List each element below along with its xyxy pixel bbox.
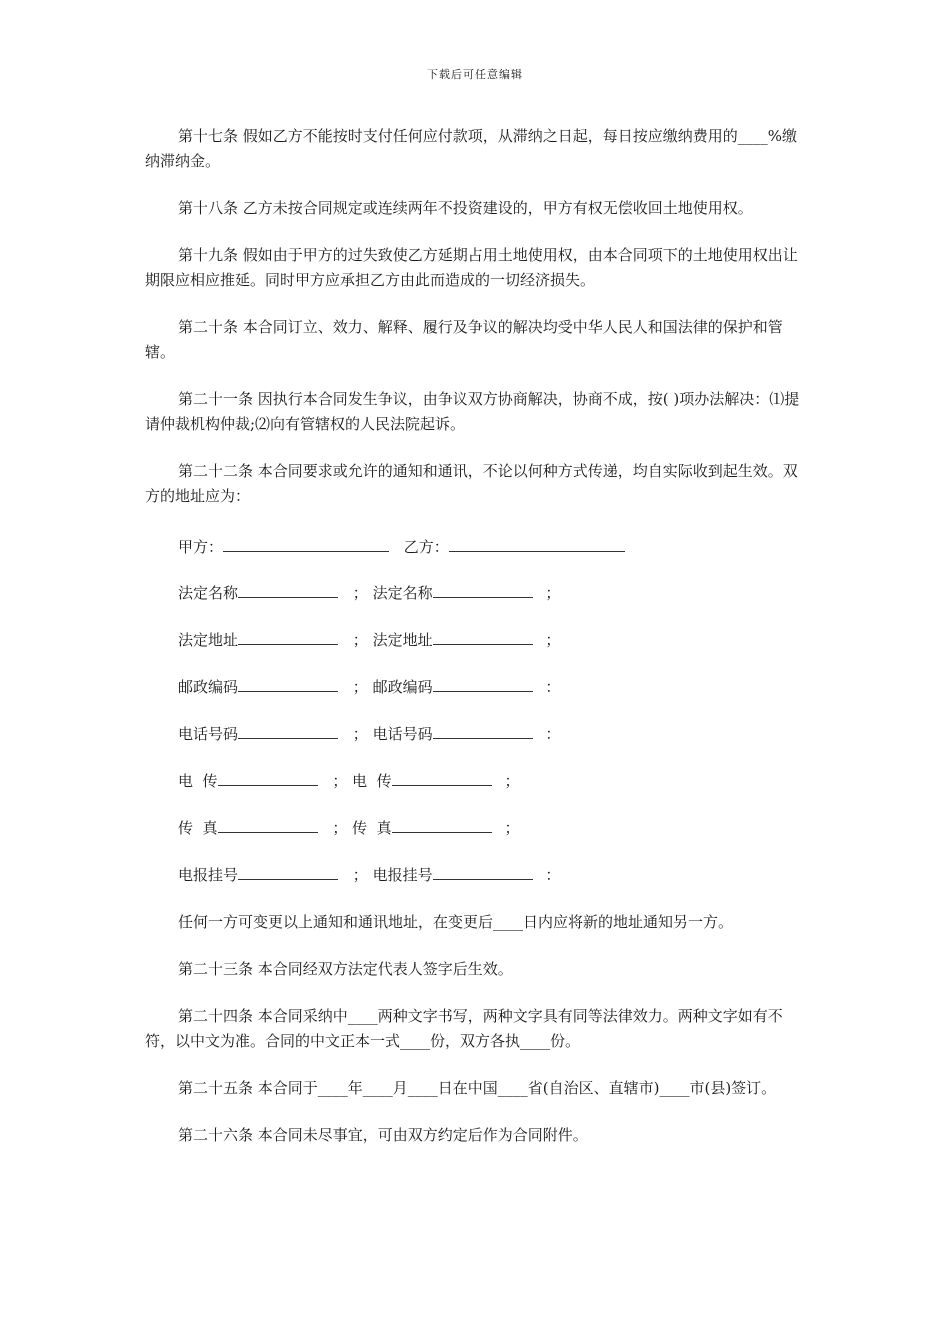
field-left-blank <box>238 674 338 692</box>
field-right-blank <box>433 862 533 880</box>
articles-top <box>145 124 810 531</box>
field-right-label: 电话号码 <box>372 725 433 743</box>
address-change-note: 任何一方可变更以上通知和通讯地址，在变更后____日内应将新的地址通知另一方。 <box>178 913 734 931</box>
field-right-label: 法定名称 <box>372 584 433 602</box>
party-b-blank <box>449 534 625 552</box>
field-left-blank <box>238 862 338 880</box>
field-left-label: 法定名称 <box>178 584 239 602</box>
field-separator: ； <box>332 819 348 837</box>
party-a-blank <box>223 534 389 552</box>
articles-bottom <box>145 910 810 1170</box>
field-right-label: 电报挂号 <box>372 866 433 884</box>
field-separator: ； <box>352 725 368 743</box>
field-right-blank <box>433 580 533 598</box>
field-right-label: 电 传 <box>352 772 392 790</box>
field-separator: ； <box>352 678 368 696</box>
field-row-legal-address <box>178 627 560 653</box>
field-row-telex <box>178 768 519 794</box>
field-left-label: 法定地址 <box>178 631 239 649</box>
field-left-label: 邮政编码 <box>178 678 239 696</box>
field-end: ； <box>545 631 561 649</box>
field-separator: ； <box>352 584 368 602</box>
field-left-blank <box>238 627 338 645</box>
article-20: 第二十条 本合同订立、效力、解释、履行及争议的解决均受中华人民人和国法律的保护和管辖。 <box>145 318 783 361</box>
field-separator: ； <box>352 866 368 884</box>
article-18: 第十八条 乙方未按合同规定或连续两年不投资建设的，甲方有权无偿收回土地使用权。 <box>178 199 753 217</box>
field-left-label: 电话号码 <box>178 725 239 743</box>
field-right-blank <box>433 674 533 692</box>
field-end: ： <box>545 725 561 743</box>
field-left-blank <box>218 815 318 833</box>
field-end: ； <box>504 819 520 837</box>
field-separator: ； <box>332 772 348 790</box>
field-row-phone <box>178 721 560 747</box>
field-left-label: 传 真 <box>178 819 218 837</box>
party-a-label: 甲方： <box>178 538 224 556</box>
field-left-blank <box>238 721 338 739</box>
field-left-label: 电 传 <box>178 772 218 790</box>
field-end: ； <box>545 584 561 602</box>
article-21: 第二十一条 因执行本合同发生争议，由争议双方协商解决，协商不成，按( )项办法解决：⑴提请仲裁机构仲裁;⑵向有管辖权的人民法院起诉。 <box>145 390 800 433</box>
field-separator: ； <box>352 631 368 649</box>
article-19: 第十九条 假如由于甲方的过失致使乙方延期占用土地使用权，由本合同项下的土地使用权出让期限应相应推延。同时甲方应承担乙方由此而造成的一切经济损失。 <box>145 246 798 289</box>
field-row-fax <box>178 815 519 841</box>
article-23: 第二十三条 本合同经双方法定代表人签字后生效。 <box>178 960 513 978</box>
field-right-label: 邮政编码 <box>372 678 433 696</box>
field-right-blank <box>392 768 492 786</box>
field-row-postal-code <box>178 674 560 700</box>
article-25: 第二十五条 本合同于____年____月____日在中国____省(自治区、直辖市)____市(县)签订。 <box>178 1079 777 1097</box>
article-26: 第二十六条 本合同未尽事宜，可由双方约定后作为合同附件。 <box>178 1126 588 1144</box>
page-header: 下载后可任意编辑 <box>427 68 523 81</box>
field-row-cable <box>178 862 560 888</box>
field-right-blank <box>433 627 533 645</box>
field-end: ； <box>504 772 520 790</box>
field-end: ： <box>545 866 561 884</box>
field-end: ： <box>545 678 561 696</box>
article-24: 第二十四条 本合同采纳中____两种文字书写，两种文字具有同等法律效力。两种文字如有不符，以中文为准。合同的中文正本一式____份，双方各执____份。 <box>145 1007 783 1050</box>
party-b-label: 乙方： <box>403 538 449 556</box>
field-left-label: 电报挂号 <box>178 866 239 884</box>
field-left-blank <box>218 768 318 786</box>
field-left-blank <box>238 580 338 598</box>
article-22: 第二十二条 本合同要求或允许的通知和通讯，不论以何种方式传递，均自实际收到起生效。双方的地址应为： <box>145 462 798 505</box>
field-right-label: 法定地址 <box>372 631 433 649</box>
parties-row <box>178 534 625 560</box>
article-17: 第十七条 假如乙方不能按时支付任何应付款项，从滞纳之日起，每日按应缴纳费用的____%缴纳滞纳金。 <box>145 127 798 170</box>
field-row-legal-name <box>178 580 560 606</box>
field-right-label: 传 真 <box>352 819 392 837</box>
field-right-blank <box>433 721 533 739</box>
field-right-blank <box>392 815 492 833</box>
